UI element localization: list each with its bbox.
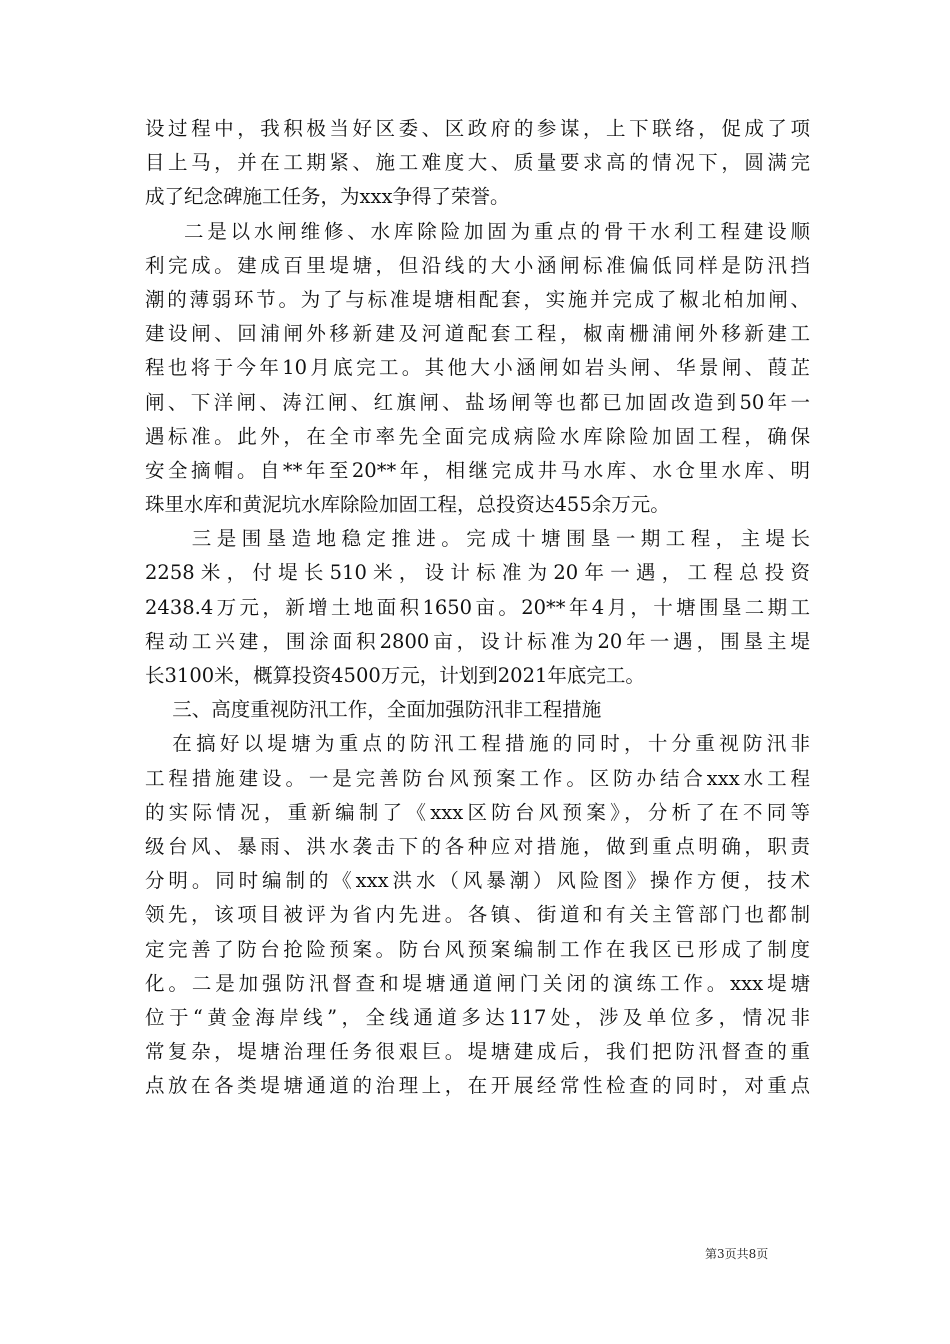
text-line: 位于“黄金海岸线”，全线通道多达117处，涉及单位多，情况非 (145, 1005, 810, 1029)
text-line: 化。二是加强防汛督查和堤塘通道闸门关闭的演练工作。xxx堤塘 (145, 971, 810, 995)
text-line: 珠里水库和黄泥坑水库除险加固工程，总投资达455余万元。 (145, 493, 670, 517)
text-line: 长3100米，概算投资4500万元，计划到2021年底完工。 (145, 664, 645, 687)
text-line: 遇标准。此外，在全市率先全面完成病险水库除险加固工程，确保 (145, 424, 810, 448)
text-line: 2258米，付堤长510米，设计标准为20年一遇，工程总投资 (145, 561, 810, 585)
text-line: 领先，该项目被评为省内先进。各镇、街道和有关主管部门也都制 (145, 903, 810, 927)
text-line: 二是以水闸维修、水库除险加固为重点的骨干水利工程建设顺 (184, 219, 810, 243)
text-line: 定完善了防台抢险预案。防台风预案编制工作在我区已形成了制度 (145, 937, 810, 961)
text-line: 的实际情况，重新编制了《xxx区防台风预案》，分析了在不同等 (145, 800, 810, 824)
text-line: 工程措施建设。一是完善防台风预案工作。区防办结合xxx水工程 (145, 766, 810, 790)
text-line: 常复杂，堤塘治理任务很艰巨。堤塘建成后，我们把防汛督查的重 (145, 1040, 810, 1064)
text-line: 成了纪念碑施工任务，为xxx争得了荣誉。 (145, 185, 510, 209)
text-line: 级台风、暴雨、洪水袭击下的各种应对措施，做到重点明确，职责 (145, 834, 810, 858)
text-line: 三是围垦造地稳定推进。完成十塘围垦一期工程，主堤长 (191, 527, 810, 551)
text-line: 设过程中，我积极当好区委、区政府的参谋，上下联络，促成了项 (145, 117, 810, 140)
text-line: 2438.4万元，新增土地面积1650亩。20**年4月，十塘围垦二期工 (145, 595, 810, 619)
text-line: 建设闸、回浦闸外移新建及河道配套工程，椒南栅浦闸外移新建工 (145, 322, 810, 346)
text-line: 三、高度重视防汛工作，全面加强防汛非工程措施 (172, 698, 602, 722)
document-body (145, 112, 810, 1103)
text-line: 目上马，并在工期紧、施工难度大、质量要求高的情况下，圆满完 (145, 151, 810, 175)
text-line: 程也将于今年10月底完工。其他大小涵闸如岩头闸、华景闸、葭芷 (145, 356, 810, 380)
text-line: 点放在各类堤塘通道的治理上，在开展经常性检查的同时，对重点 (145, 1074, 810, 1098)
text-line: 安全摘帽。自**年至20**年，相继完成井马水库、水仓里水库、明 (145, 458, 810, 482)
text-line: 程动工兴建，围涂面积2800亩，设计标准为20年一遇，围垦主堤 (145, 629, 810, 653)
page-number-footer: 第3页共8页 (705, 1247, 769, 1261)
text-line: 在搞好以堤塘为重点的防汛工程措施的同时，十分重视防汛非 (172, 732, 810, 756)
text-line: 闸、下洋闸、涛江闸、红旗闸、盐场闸等也都已加固改造到50年一 (145, 390, 810, 414)
text-line: 分明。同时编制的《xxx洪水（风暴潮）风险图》操作方便，技术 (145, 869, 810, 893)
text-line: 利完成。建成百里堤塘，但沿线的大小涵闸标准偏低同样是防汛挡 (145, 253, 810, 277)
text-line: 潮的薄弱环节。为了与标准堤塘相配套，实施并完成了椒北柏加闸、 (145, 287, 810, 311)
